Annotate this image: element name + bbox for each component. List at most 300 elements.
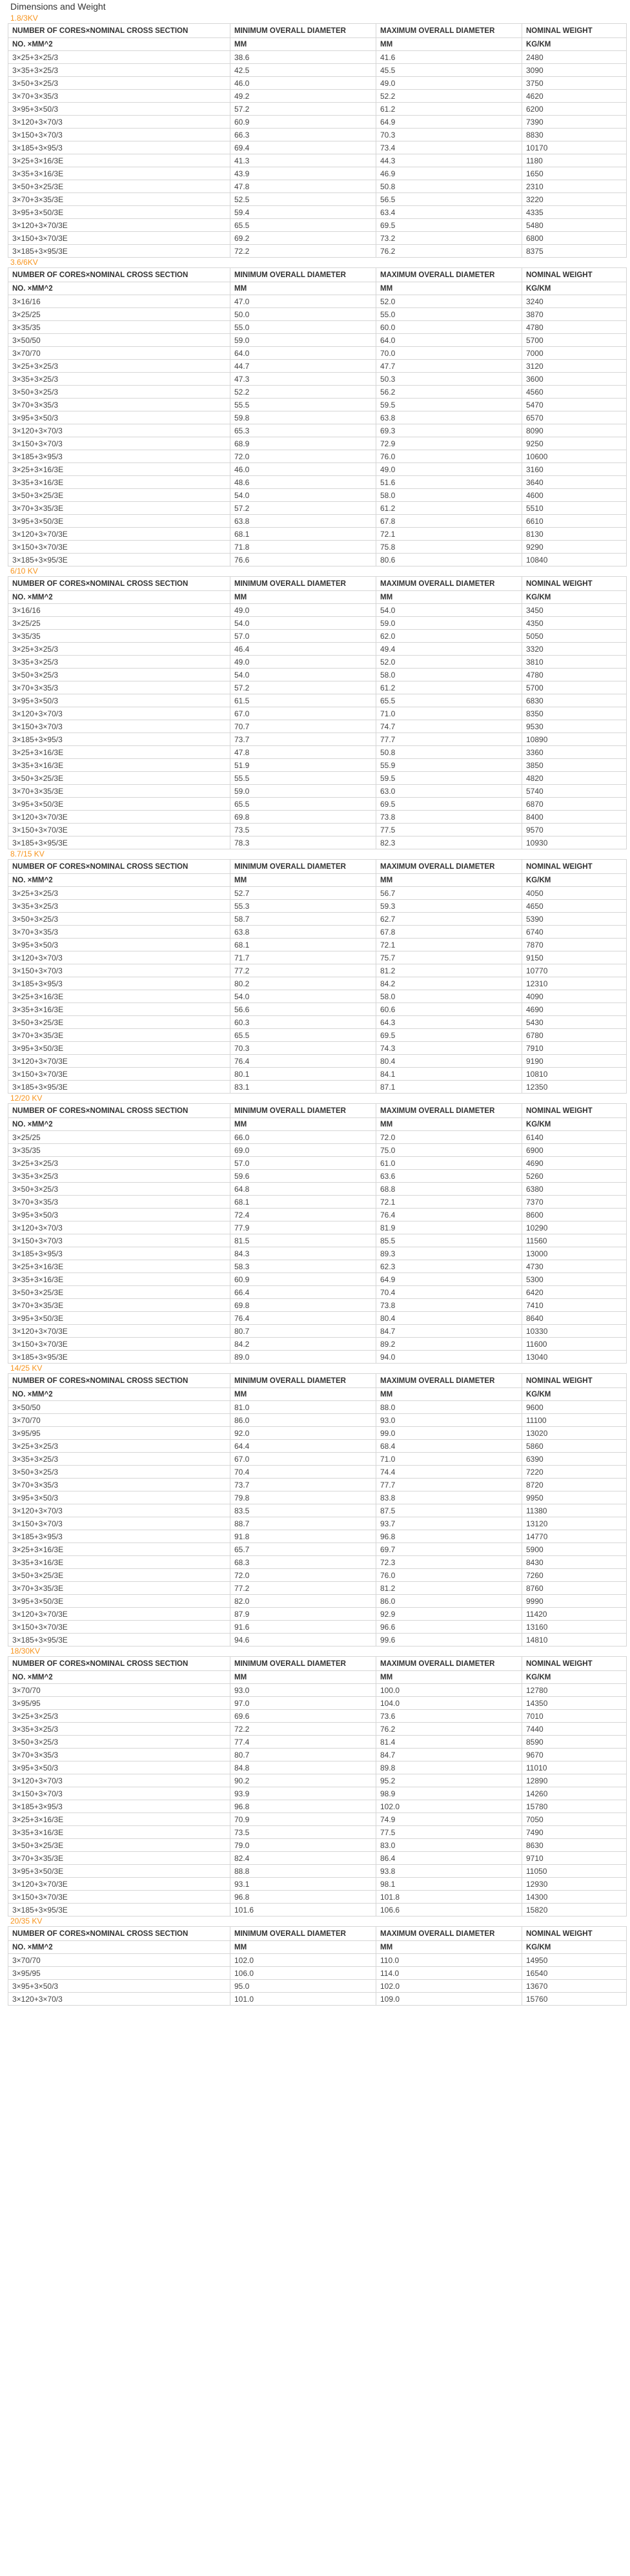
weight-cell: 3360 [522, 746, 627, 759]
min-diameter-cell: 51.9 [230, 759, 376, 772]
table-row [8, 1839, 627, 1852]
min-diameter-cell: 63.8 [230, 515, 376, 528]
weight-cell: 14770 [522, 1530, 627, 1543]
weight-cell: 9190 [522, 1055, 627, 1068]
table-row [8, 1634, 627, 1646]
weight-cell: 4335 [522, 206, 627, 219]
weight-cell: 9250 [522, 437, 627, 450]
unit-cell: MM [376, 38, 522, 51]
table-row [8, 707, 627, 720]
weight-cell: 11050 [522, 1865, 627, 1878]
max-diameter-cell: 61.2 [376, 681, 522, 694]
table-row [8, 1504, 627, 1517]
weight-cell: 9710 [522, 1852, 627, 1865]
max-diameter-cell: 84.7 [376, 1749, 522, 1761]
weight-cell: 3640 [522, 476, 627, 489]
cross-section-cell: 3×25+3×16/3E [8, 1260, 230, 1273]
cross-section-cell: 3×95+3×50/3 [8, 694, 230, 707]
table-row [8, 1787, 627, 1800]
table-row [8, 295, 627, 308]
max-diameter-cell: 114.0 [376, 1967, 522, 1980]
table-row [8, 1338, 627, 1351]
cross-section-cell: 3×25+3×16/3E [8, 1813, 230, 1826]
weight-cell: 8400 [522, 811, 627, 824]
cross-section-cell: 3×70+3×35/3E [8, 1582, 230, 1595]
weight-cell: 9290 [522, 541, 627, 554]
column-header: NOMINAL WEIGHT [522, 860, 627, 874]
min-diameter-cell: 38.6 [230, 51, 376, 64]
min-diameter-cell: 91.6 [230, 1621, 376, 1634]
table-row [8, 245, 627, 258]
cross-section-cell: 3×150+3×70/3E [8, 1068, 230, 1081]
cross-section-cell: 3×120+3×70/3E [8, 219, 230, 232]
weight-cell: 8600 [522, 1209, 627, 1221]
column-header: NUMBER OF CORES×NOMINAL CROSS SECTION [8, 1104, 230, 1118]
max-diameter-cell: 86.4 [376, 1852, 522, 1865]
column-header: MAXIMUM OVERALL DIAMETER [376, 860, 522, 874]
table-row [8, 1479, 627, 1491]
weight-cell: 8760 [522, 1582, 627, 1595]
table-row [8, 51, 627, 64]
cross-section-cell: 3×120+3×70/3 [8, 707, 230, 720]
min-diameter-cell: 91.8 [230, 1530, 376, 1543]
max-diameter-cell: 84.1 [376, 1068, 522, 1081]
max-diameter-cell: 67.8 [376, 515, 522, 528]
max-diameter-cell: 104.0 [376, 1697, 522, 1710]
weight-cell: 8090 [522, 424, 627, 437]
max-diameter-cell: 73.8 [376, 811, 522, 824]
max-diameter-cell: 44.3 [376, 154, 522, 167]
max-diameter-cell: 62.3 [376, 1260, 522, 1273]
column-header: MAXIMUM OVERALL DIAMETER [376, 1927, 522, 1941]
unit-cell: NO. ×MM^2 [8, 591, 230, 604]
max-diameter-cell: 55.9 [376, 759, 522, 772]
cross-section-cell: 3×16/16 [8, 604, 230, 617]
cross-section-cell: 3×95+3×50/3 [8, 411, 230, 424]
max-diameter-cell: 109.0 [376, 1993, 522, 2006]
weight-cell: 7440 [522, 1723, 627, 1736]
weight-cell: 13160 [522, 1621, 627, 1634]
cross-section-cell: 3×50+3×25/3E [8, 772, 230, 785]
min-diameter-cell: 55.3 [230, 900, 376, 913]
max-diameter-cell: 95.2 [376, 1774, 522, 1787]
table-row [8, 154, 627, 167]
table-row [8, 1401, 627, 1414]
cross-section-cell: 3×95+3×50/3 [8, 1491, 230, 1504]
table-row [8, 1761, 627, 1774]
max-diameter-cell: 83.0 [376, 1839, 522, 1852]
table-row [8, 1543, 627, 1556]
table-row [8, 1351, 627, 1364]
min-diameter-cell: 64.0 [230, 347, 376, 360]
min-diameter-cell: 55.5 [230, 772, 376, 785]
unit-cell: KG/KM [522, 1671, 627, 1684]
page-title: Dimensions and Weight [10, 1, 106, 12]
cross-section-cell: 3×70+3×35/3 [8, 90, 230, 103]
max-diameter-cell: 72.9 [376, 437, 522, 450]
table-row [8, 1234, 627, 1247]
min-diameter-cell: 81.5 [230, 1234, 376, 1247]
weight-cell: 6800 [522, 232, 627, 245]
table-header-row [8, 268, 627, 282]
cross-section-cell: 3×120+3×70/3E [8, 1608, 230, 1621]
min-diameter-cell: 82.0 [230, 1595, 376, 1608]
cross-section-cell: 3×35+3×25/3 [8, 64, 230, 77]
weight-cell: 5700 [522, 334, 627, 347]
table-row [8, 1183, 627, 1196]
cross-section-cell: 3×120+3×70/3E [8, 1325, 230, 1338]
unit-cell: KG/KM [522, 1941, 627, 1954]
table-row [8, 1247, 627, 1260]
max-diameter-cell: 69.5 [376, 798, 522, 811]
table-row [8, 193, 627, 206]
min-diameter-cell: 55.5 [230, 399, 376, 411]
max-diameter-cell: 76.4 [376, 1209, 522, 1221]
min-diameter-cell: 73.7 [230, 1479, 376, 1491]
min-diameter-cell: 102.0 [230, 1954, 376, 1967]
min-diameter-cell: 57.0 [230, 630, 376, 643]
table-row [8, 1209, 627, 1221]
unit-cell: MM [230, 874, 376, 887]
table-row [8, 1530, 627, 1543]
min-diameter-cell: 59.0 [230, 785, 376, 798]
min-diameter-cell: 57.2 [230, 681, 376, 694]
min-diameter-cell: 69.4 [230, 141, 376, 154]
spec-table [8, 1926, 627, 2006]
min-diameter-cell: 69.0 [230, 1144, 376, 1157]
min-diameter-cell: 47.0 [230, 295, 376, 308]
weight-cell: 6830 [522, 694, 627, 707]
section-voltage-label: 3.6/6KV [10, 258, 38, 267]
cross-section-cell: 3×150+3×70/3 [8, 437, 230, 450]
weight-cell: 7390 [522, 116, 627, 129]
weight-cell: 12890 [522, 1774, 627, 1787]
unit-cell: MM [376, 591, 522, 604]
weight-cell: 5510 [522, 502, 627, 515]
column-header: MINIMUM OVERALL DIAMETER [230, 860, 376, 874]
cross-section-cell: 3×25+3×25/3 [8, 643, 230, 656]
table-units-row [8, 874, 627, 887]
weight-cell: 12310 [522, 977, 627, 990]
weight-cell: 7220 [522, 1466, 627, 1479]
min-diameter-cell: 97.0 [230, 1697, 376, 1710]
max-diameter-cell: 73.6 [376, 1710, 522, 1723]
unit-cell: MM [230, 1671, 376, 1684]
table-row [8, 116, 627, 129]
weight-cell: 14350 [522, 1697, 627, 1710]
table-row [8, 411, 627, 424]
max-diameter-cell: 77.5 [376, 1826, 522, 1839]
table-row [8, 515, 627, 528]
cross-section-cell: 3×95+3×50/3E [8, 1865, 230, 1878]
table-row [8, 746, 627, 759]
cross-section-cell: 3×95+3×50/3E [8, 798, 230, 811]
min-diameter-cell: 50.0 [230, 308, 376, 321]
min-diameter-cell: 64.4 [230, 1440, 376, 1453]
weight-cell: 13040 [522, 1351, 627, 1364]
table-row [8, 1595, 627, 1608]
column-header: MINIMUM OVERALL DIAMETER [230, 24, 376, 38]
cross-section-cell: 3×25/25 [8, 308, 230, 321]
weight-cell: 3600 [522, 373, 627, 386]
cross-section-cell: 3×150+3×70/3 [8, 720, 230, 733]
min-diameter-cell: 80.7 [230, 1325, 376, 1338]
cross-section-cell: 3×95/95 [8, 1427, 230, 1440]
min-diameter-cell: 72.2 [230, 1723, 376, 1736]
max-diameter-cell: 76.2 [376, 1723, 522, 1736]
table-row [8, 541, 627, 554]
max-diameter-cell: 67.8 [376, 926, 522, 939]
max-diameter-cell: 59.3 [376, 900, 522, 913]
weight-cell: 10770 [522, 964, 627, 977]
cross-section-cell: 3×50+3×25/3 [8, 1736, 230, 1749]
table-row [8, 129, 627, 141]
min-diameter-cell: 68.9 [230, 437, 376, 450]
min-diameter-cell: 52.5 [230, 193, 376, 206]
min-diameter-cell: 84.8 [230, 1761, 376, 1774]
weight-cell: 2480 [522, 51, 627, 64]
min-diameter-cell: 61.5 [230, 694, 376, 707]
max-diameter-cell: 58.0 [376, 669, 522, 681]
max-diameter-cell: 84.2 [376, 977, 522, 990]
max-diameter-cell: 102.0 [376, 1800, 522, 1813]
weight-cell: 4090 [522, 990, 627, 1003]
min-diameter-cell: 46.0 [230, 77, 376, 90]
min-diameter-cell: 68.1 [230, 1196, 376, 1209]
table-row [8, 347, 627, 360]
max-diameter-cell: 92.9 [376, 1608, 522, 1621]
min-diameter-cell: 65.5 [230, 1029, 376, 1042]
table-row [8, 360, 627, 373]
max-diameter-cell: 77.7 [376, 1479, 522, 1491]
min-diameter-cell: 47.3 [230, 373, 376, 386]
min-diameter-cell: 60.9 [230, 116, 376, 129]
table-row [8, 1608, 627, 1621]
min-diameter-cell: 66.4 [230, 1286, 376, 1299]
cross-section-cell: 3×50+3×25/3E [8, 1569, 230, 1582]
min-diameter-cell: 92.0 [230, 1427, 376, 1440]
cross-section-cell: 3×35+3×16/3E [8, 759, 230, 772]
max-diameter-cell: 87.5 [376, 1504, 522, 1517]
table-row [8, 1710, 627, 1723]
min-diameter-cell: 59.0 [230, 334, 376, 347]
section-voltage-label: 8.7/15 KV [10, 849, 45, 858]
weight-cell: 1180 [522, 154, 627, 167]
max-diameter-cell: 85.5 [376, 1234, 522, 1247]
min-diameter-cell: 54.0 [230, 990, 376, 1003]
weight-cell: 11380 [522, 1504, 627, 1517]
table-row [8, 1286, 627, 1299]
table-row [8, 1427, 627, 1440]
cross-section-cell: 3×120+3×70/3E [8, 528, 230, 541]
table-row [8, 1852, 627, 1865]
max-diameter-cell: 59.0 [376, 617, 522, 630]
column-header: MINIMUM OVERALL DIAMETER [230, 268, 376, 282]
min-diameter-cell: 52.2 [230, 386, 376, 399]
weight-cell: 11420 [522, 1608, 627, 1621]
cross-section-cell: 3×95+3×50/3E [8, 1595, 230, 1608]
cross-section-cell: 3×185+3×95/3E [8, 836, 230, 849]
spec-table [8, 859, 627, 1094]
cross-section-cell: 3×150+3×70/3E [8, 1338, 230, 1351]
weight-cell: 4600 [522, 489, 627, 502]
cross-section-cell: 3×35+3×25/3 [8, 656, 230, 669]
cross-section-cell: 3×95+3×50/3 [8, 1761, 230, 1774]
weight-cell: 6420 [522, 1286, 627, 1299]
cross-section-cell: 3×95+3×50/3E [8, 1312, 230, 1325]
min-diameter-cell: 106.0 [230, 1967, 376, 1980]
cross-section-cell: 3×35+3×16/3E [8, 1556, 230, 1569]
weight-cell: 5470 [522, 399, 627, 411]
min-diameter-cell: 101.6 [230, 1904, 376, 1916]
table-row [8, 1954, 627, 1967]
min-diameter-cell: 70.7 [230, 720, 376, 733]
min-diameter-cell: 56.6 [230, 1003, 376, 1016]
cross-section-cell: 3×185+3×95/3 [8, 977, 230, 990]
table-row [8, 1068, 627, 1081]
weight-cell: 1650 [522, 167, 627, 180]
table-row [8, 1736, 627, 1749]
column-header: NOMINAL WEIGHT [522, 577, 627, 591]
max-diameter-cell: 80.4 [376, 1312, 522, 1325]
weight-cell: 3090 [522, 64, 627, 77]
weight-cell: 10930 [522, 836, 627, 849]
column-header: NUMBER OF CORES×NOMINAL CROSS SECTION [8, 1927, 230, 1941]
cross-section-cell: 3×150+3×70/3 [8, 964, 230, 977]
weight-cell: 4820 [522, 772, 627, 785]
unit-cell: NO. ×MM^2 [8, 1941, 230, 1954]
column-header: NUMBER OF CORES×NOMINAL CROSS SECTION [8, 1374, 230, 1388]
table-row [8, 321, 627, 334]
table-row [8, 630, 627, 643]
column-header: MINIMUM OVERALL DIAMETER [230, 577, 376, 591]
max-diameter-cell: 81.4 [376, 1736, 522, 1749]
cross-section-cell: 3×185+3×95/3E [8, 1904, 230, 1916]
min-diameter-cell: 80.7 [230, 1749, 376, 1761]
weight-cell: 6740 [522, 926, 627, 939]
min-diameter-cell: 87.9 [230, 1608, 376, 1621]
cross-section-cell: 3×35+3×16/3E [8, 1003, 230, 1016]
max-diameter-cell: 77.5 [376, 824, 522, 836]
weight-cell: 3220 [522, 193, 627, 206]
cross-section-cell: 3×120+3×70/3 [8, 951, 230, 964]
table-row [8, 1723, 627, 1736]
weight-cell: 2310 [522, 180, 627, 193]
min-diameter-cell: 77.9 [230, 1221, 376, 1234]
weight-cell: 5740 [522, 785, 627, 798]
cross-section-cell: 3×50+3×25/3 [8, 913, 230, 926]
min-diameter-cell: 58.3 [230, 1260, 376, 1273]
table-row [8, 77, 627, 90]
max-diameter-cell: 52.0 [376, 295, 522, 308]
max-diameter-cell: 81.9 [376, 1221, 522, 1234]
max-diameter-cell: 54.0 [376, 604, 522, 617]
min-diameter-cell: 46.0 [230, 463, 376, 476]
cross-section-cell: 3×50+3×25/3E [8, 1286, 230, 1299]
cross-section-cell: 3×25+3×25/3 [8, 887, 230, 900]
min-diameter-cell: 68.1 [230, 939, 376, 951]
table-row [8, 1325, 627, 1338]
min-diameter-cell: 46.4 [230, 643, 376, 656]
max-diameter-cell: 50.3 [376, 373, 522, 386]
table-row [8, 887, 627, 900]
unit-cell: KG/KM [522, 874, 627, 887]
weight-cell: 10840 [522, 554, 627, 566]
cross-section-cell: 3×50+3×25/3E [8, 180, 230, 193]
cross-section-cell: 3×50+3×25/3 [8, 1466, 230, 1479]
max-diameter-cell: 81.2 [376, 1582, 522, 1595]
min-diameter-cell: 76.4 [230, 1312, 376, 1325]
column-header: MAXIMUM OVERALL DIAMETER [376, 1374, 522, 1388]
cross-section-cell: 3×70+3×35/3 [8, 1196, 230, 1209]
cross-section-cell: 3×35+3×16/3E [8, 167, 230, 180]
max-diameter-cell: 60.0 [376, 321, 522, 334]
column-header: MINIMUM OVERALL DIAMETER [230, 1104, 376, 1118]
sections-container [8, 14, 622, 2006]
cross-section-cell: 3×120+3×70/3 [8, 116, 230, 129]
max-diameter-cell: 63.8 [376, 411, 522, 424]
table-row [8, 1582, 627, 1595]
unit-cell: MM [230, 282, 376, 295]
min-diameter-cell: 88.8 [230, 1865, 376, 1878]
weight-cell: 5860 [522, 1440, 627, 1453]
max-diameter-cell: 75.0 [376, 1144, 522, 1157]
column-header: NUMBER OF CORES×NOMINAL CROSS SECTION [8, 1657, 230, 1671]
table-units-row [8, 1118, 627, 1131]
unit-cell: MM [376, 1388, 522, 1401]
min-diameter-cell: 65.7 [230, 1543, 376, 1556]
max-diameter-cell: 74.7 [376, 720, 522, 733]
min-diameter-cell: 52.7 [230, 887, 376, 900]
min-diameter-cell: 68.3 [230, 1556, 376, 1569]
min-diameter-cell: 84.3 [230, 1247, 376, 1260]
weight-cell: 10170 [522, 141, 627, 154]
weight-cell: 3120 [522, 360, 627, 373]
min-diameter-cell: 96.8 [230, 1800, 376, 1813]
column-header: NUMBER OF CORES×NOMINAL CROSS SECTION [8, 860, 230, 874]
max-diameter-cell: 99.0 [376, 1427, 522, 1440]
table-row [8, 1144, 627, 1157]
weight-cell: 8720 [522, 1479, 627, 1491]
table-row [8, 373, 627, 386]
weight-cell: 7010 [522, 1710, 627, 1723]
max-diameter-cell: 80.4 [376, 1055, 522, 1068]
section-voltage-label: 20/35 KV [10, 1916, 43, 1926]
weight-cell: 9150 [522, 951, 627, 964]
weight-cell: 8375 [522, 245, 627, 258]
column-header: MAXIMUM OVERALL DIAMETER [376, 1657, 522, 1671]
unit-cell: MM [230, 38, 376, 51]
weight-cell: 6900 [522, 1144, 627, 1157]
cross-section-cell: 3×120+3×70/3 [8, 1774, 230, 1787]
cross-section-cell: 3×185+3×95/3 [8, 1247, 230, 1260]
max-diameter-cell: 68.8 [376, 1183, 522, 1196]
table-row [8, 1260, 627, 1273]
table-header-row [8, 1927, 627, 1941]
weight-cell: 11560 [522, 1234, 627, 1247]
weight-cell: 3750 [522, 77, 627, 90]
max-diameter-cell: 72.3 [376, 1556, 522, 1569]
table-row [8, 528, 627, 541]
weight-cell: 3810 [522, 656, 627, 669]
table-row [8, 1865, 627, 1878]
cross-section-cell: 3×50+3×25/3E [8, 1839, 230, 1852]
table-row [8, 424, 627, 437]
cross-section-cell: 3×150+3×70/3E [8, 1621, 230, 1634]
weight-cell: 15760 [522, 1993, 627, 2006]
min-diameter-cell: 64.8 [230, 1183, 376, 1196]
table-row [8, 1517, 627, 1530]
